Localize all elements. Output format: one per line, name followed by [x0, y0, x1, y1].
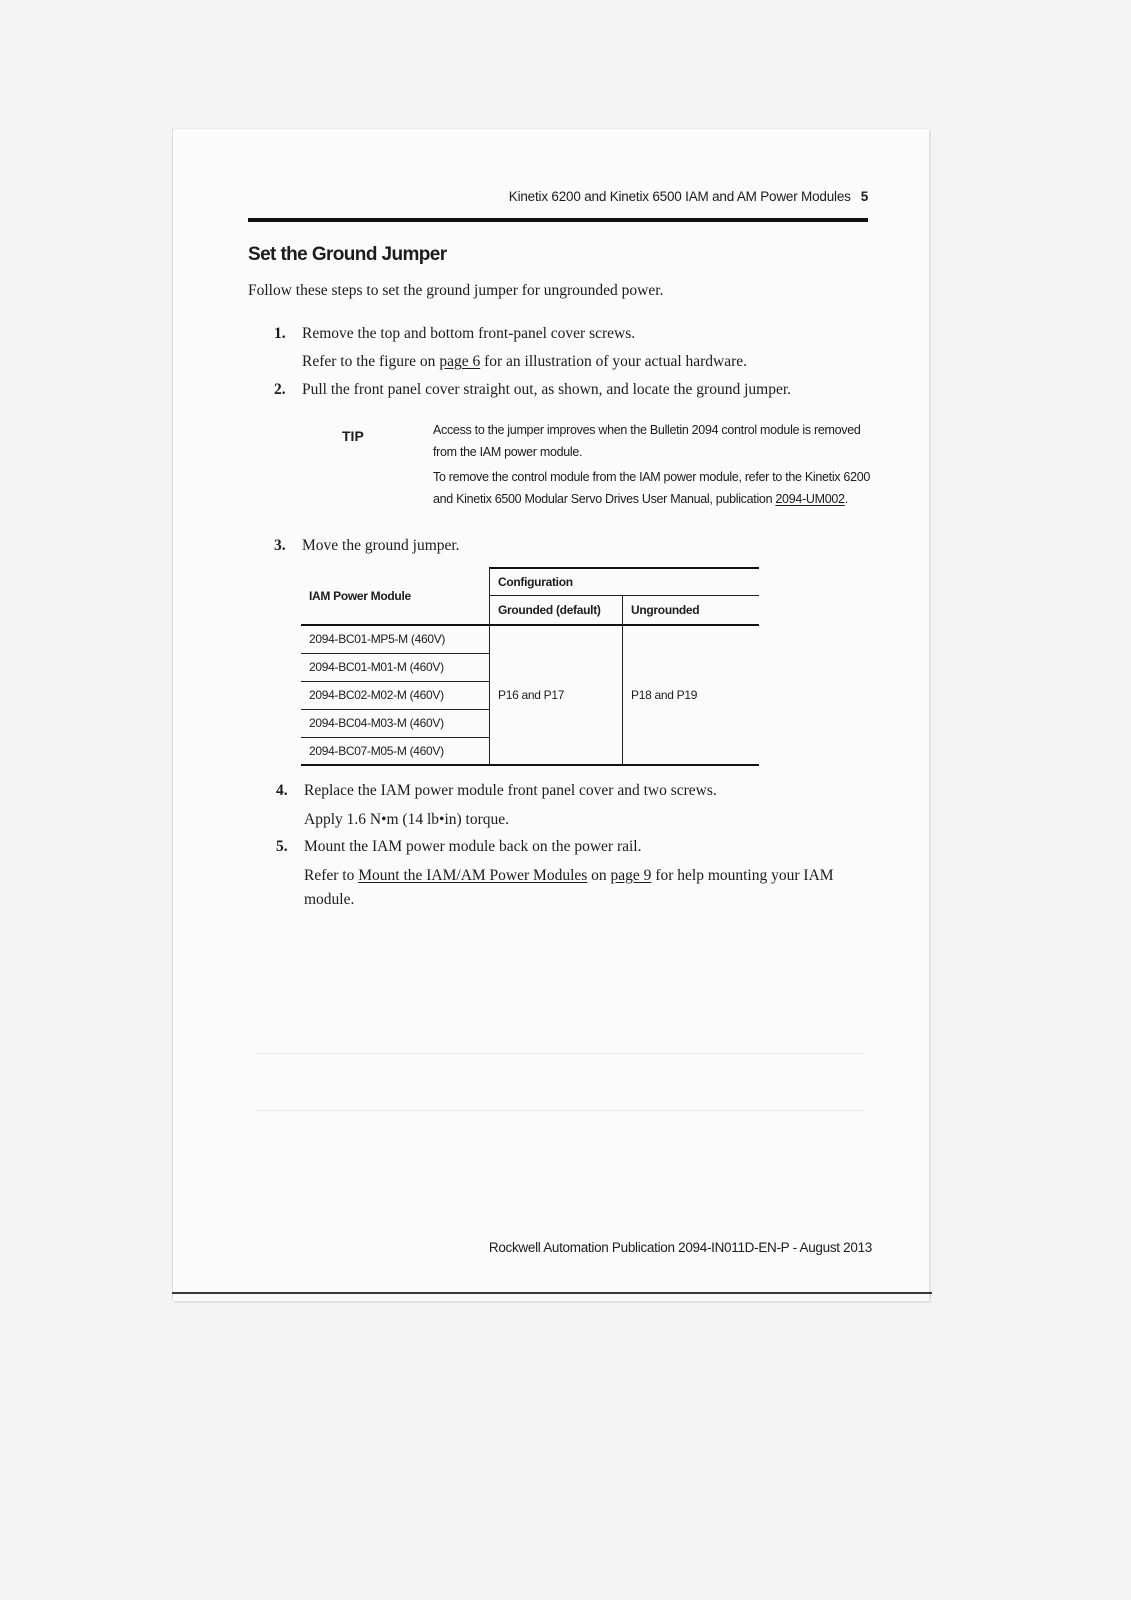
tip-text: and Kinetix 6500 Modular Servo Drives User Manual, publication — [433, 492, 776, 506]
step-4-note: Apply 1.6 N•m (14 lb•in) torque. — [304, 811, 510, 828]
note-text: for help mounting your IAM — [651, 867, 834, 884]
step-number: 3. — [274, 537, 286, 554]
step-number: 2. — [274, 381, 286, 398]
ungrounded-jumper-value: P18 and P19 — [623, 625, 760, 765]
step-number: 1. — [274, 325, 286, 342]
step-1-note — [302, 353, 747, 371]
tip-label: TIP — [342, 428, 364, 444]
tip-line: Access to the jumper improves when the Bulletin 2094 control module is removed — [433, 423, 861, 437]
col-header-grounded: Grounded (default) — [490, 595, 623, 625]
table-row-module: 2094-BC04-M03-M (460V) — [301, 709, 490, 737]
step-text: Pull the front panel cover straight out, as shown, and locate the ground jumper. — [302, 381, 791, 398]
col-header-configuration: Configuration — [490, 568, 760, 595]
step-5-note — [304, 867, 834, 885]
step-number: 5. — [276, 838, 288, 855]
header-page-number: 5 — [860, 189, 868, 204]
tip-line — [433, 488, 873, 510]
step-number: 4. — [276, 782, 288, 799]
step-5-note-continued: module. — [304, 891, 355, 908]
note-text: for an illustration of your actual hardware. — [480, 353, 748, 370]
bleed-through-line — [255, 1053, 865, 1054]
running-header — [248, 189, 868, 204]
section-title: Set the Ground Jumper — [248, 244, 447, 265]
page-edge-shadow — [172, 1292, 932, 1294]
user-manual-link[interactable]: 2094-UM002 — [775, 492, 845, 506]
col-header-module: IAM Power Module — [301, 568, 490, 625]
header-title: Kinetix 6200 and Kinetix 6500 IAM and AM Power Modules — [508, 189, 851, 204]
step-text: Remove the top and bottom front-panel cover screws. — [302, 325, 636, 342]
note-text: Refer to — [304, 867, 359, 884]
note-text: Refer to the figure on — [302, 353, 440, 370]
step-text: Move the ground jumper. — [302, 537, 460, 554]
page-6-link[interactable]: page 6 — [439, 353, 481, 370]
col-header-ungrounded: Ungrounded — [623, 595, 760, 625]
tip-text: . — [844, 492, 848, 506]
tip-paragraph-2 — [433, 466, 873, 510]
tip-line: To remove the control module from the IAM power module, refer to the Kinetix 6200 — [433, 470, 871, 484]
header-rule — [248, 218, 868, 222]
intro-text: Follow these steps to set the ground jumper for ungrounded power. — [248, 282, 664, 299]
step-text: Mount the IAM power module back on the power rail. — [304, 838, 642, 855]
grounded-jumper-value: P16 and P17 — [490, 625, 623, 765]
page-footer: Rockwell Automation Publication 2094-IN011D-EN-P - August 2013 — [488, 1240, 872, 1255]
table-row-module: 2094-BC01-M01-M (460V) — [301, 653, 490, 681]
table-row-module: 2094-BC07-M05-M (460V) — [301, 737, 490, 765]
tip-line: from the IAM power module. — [433, 445, 583, 459]
table-row-module: 2094-BC02-M02-M (460V) — [301, 681, 490, 709]
tip-paragraph-1 — [433, 419, 873, 463]
step-text: Replace the IAM power module front panel cover and two screws. — [304, 782, 717, 799]
note-text: on — [587, 867, 611, 884]
mount-modules-link[interactable]: Mount the IAM/AM Power Modules — [358, 867, 588, 884]
ground-jumper-table — [301, 567, 759, 766]
table-row-module: 2094-BC01-MP5-M (460V) — [301, 625, 490, 653]
page-9-link[interactable]: page 9 — [610, 867, 652, 884]
bleed-through-line — [255, 1110, 865, 1111]
